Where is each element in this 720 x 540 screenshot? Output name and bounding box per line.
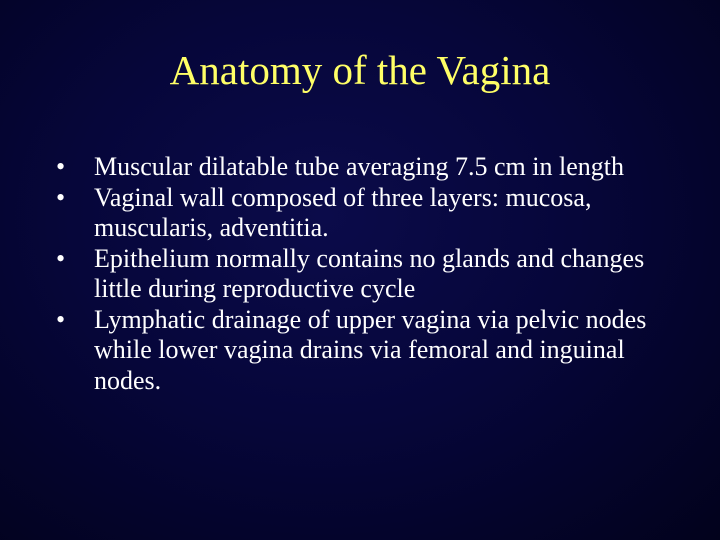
bullet-icon: • xyxy=(56,304,66,334)
bullet-item xyxy=(56,244,696,305)
bullet-item xyxy=(56,183,696,244)
bullet-text: Vaginal wall composed of three layers: mucosa, muscularis, adventitia. xyxy=(94,182,592,242)
bullet-icon: • xyxy=(56,243,66,273)
bullet-item xyxy=(56,152,696,183)
bullet-list xyxy=(56,152,696,396)
bullet-item xyxy=(56,305,696,397)
bullet-icon: • xyxy=(56,182,66,212)
bullet-text: Muscular dilatable tube averaging 7.5 cm in length xyxy=(94,152,624,181)
slide-title: Anatomy of the Vagina xyxy=(169,47,551,93)
bullet-text: Epithelium normally contains no glands and changes little during reproductive cycle xyxy=(94,243,645,303)
bullet-text: Lymphatic drainage of upper vagina via pelvic nodes while lower vagina drains via femoral and inguinal nodes. xyxy=(94,304,647,395)
bullet-icon: • xyxy=(56,152,66,181)
